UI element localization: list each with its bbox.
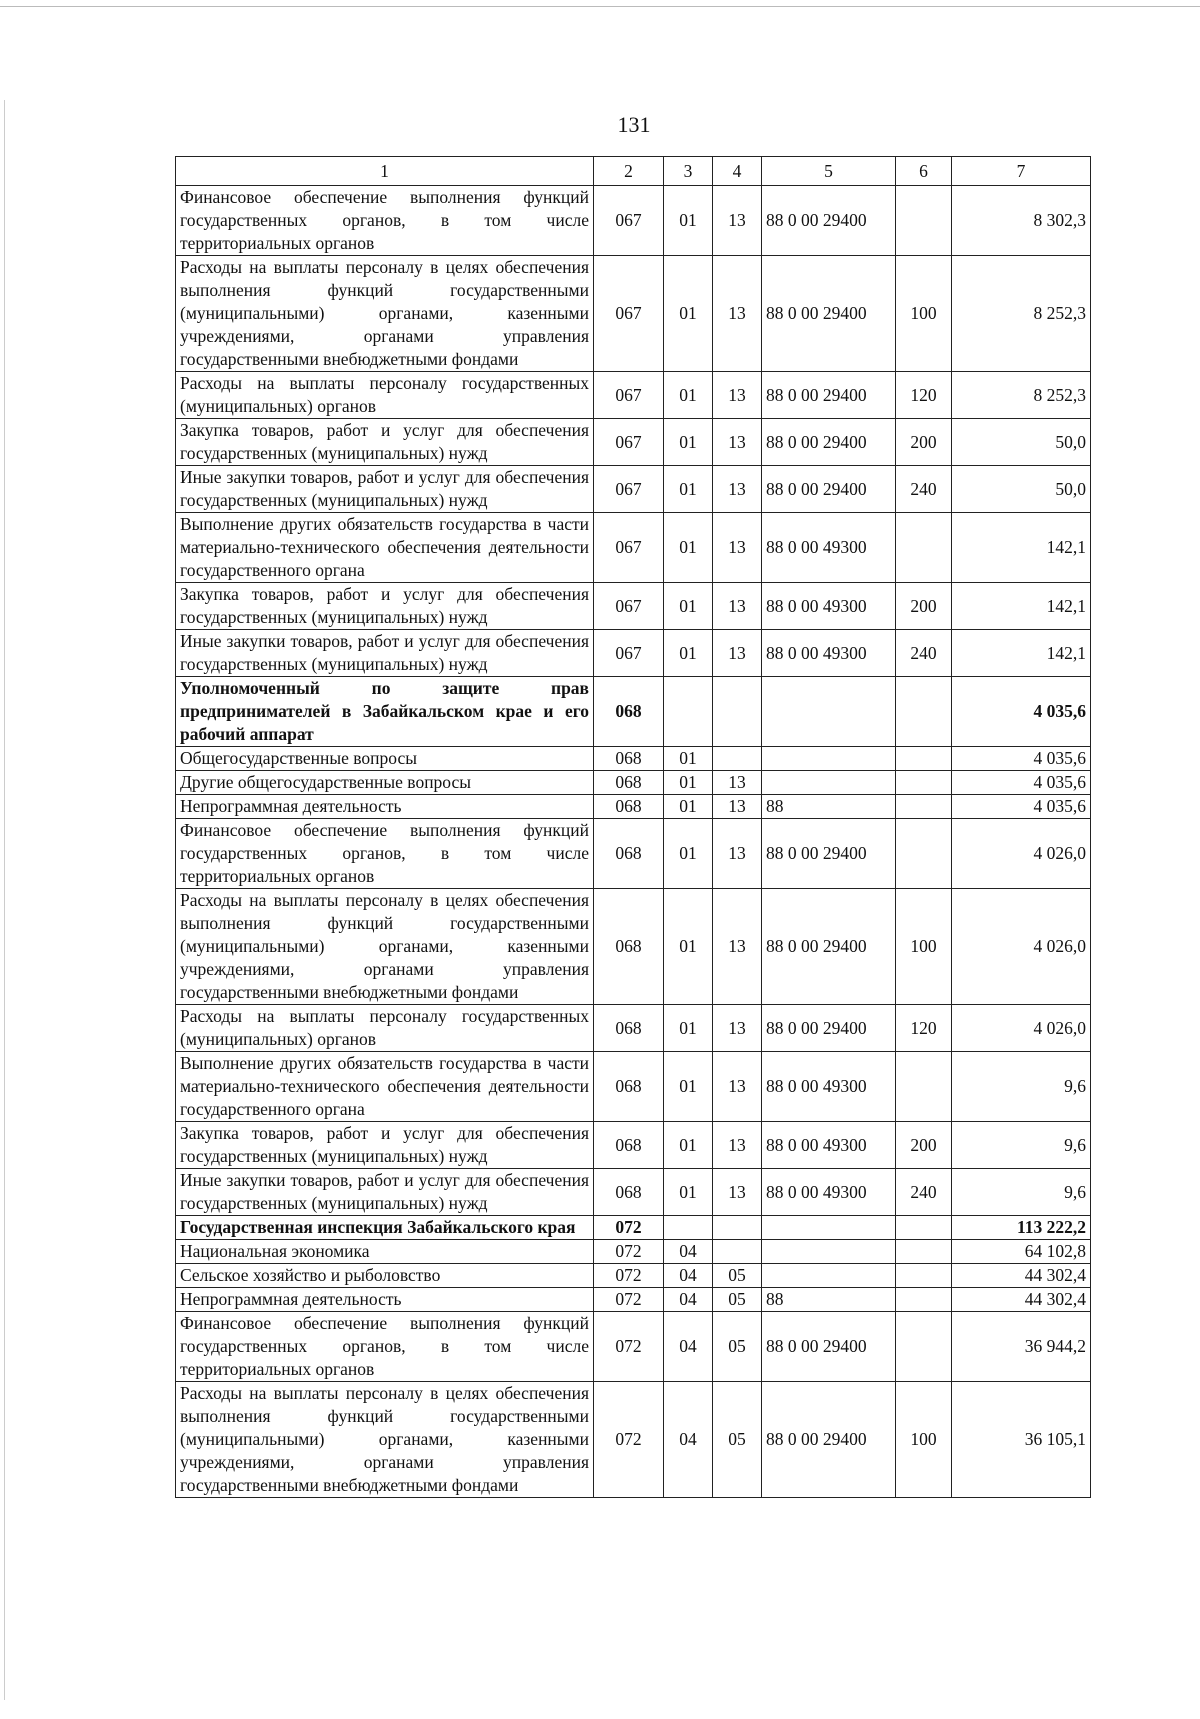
- section-code-cell: 01: [664, 795, 713, 819]
- section-code-cell: 01: [664, 256, 713, 372]
- subsection-code-cell: [713, 747, 762, 771]
- ministry-code-cell: 067: [594, 630, 664, 677]
- header-cell: 4: [713, 157, 762, 186]
- row-name-cell: Другие общегосударственные вопросы: [176, 771, 594, 795]
- target-article-cell: [762, 747, 896, 771]
- target-article-cell: 88 0 00 29400: [762, 466, 896, 513]
- ministry-code-cell: 068: [594, 677, 664, 747]
- amount-cell: 50,0: [952, 466, 1091, 513]
- table-row: [176, 1216, 1091, 1240]
- table-row: [176, 186, 1091, 256]
- amount-cell: 4 035,6: [952, 795, 1091, 819]
- subsection-code-cell: 13: [713, 1169, 762, 1216]
- target-article-cell: 88 0 00 49300: [762, 1052, 896, 1122]
- row-name-cell: Иные закупки товаров, работ и услуг для обеспечения государственных (муниципальных) нужд: [176, 466, 594, 513]
- header-cell: 5: [762, 157, 896, 186]
- section-code-cell: 01: [664, 1005, 713, 1052]
- amount-cell: 64 102,8: [952, 1240, 1091, 1264]
- table-header-row: [176, 157, 1091, 186]
- row-name-cell: Уполномоченный по защите прав предпринимателей в Забайкальском крае и его рабочий аппарат: [176, 677, 594, 747]
- expense-type-cell: [896, 1312, 952, 1382]
- row-name-cell: Закупка товаров, работ и услуг для обеспечения государственных (муниципальных) нужд: [176, 583, 594, 630]
- section-code-cell: 04: [664, 1312, 713, 1382]
- ministry-code-cell: 068: [594, 747, 664, 771]
- ministry-code-cell: 067: [594, 583, 664, 630]
- amount-cell: 8 252,3: [952, 256, 1091, 372]
- amount-cell: 4 035,6: [952, 771, 1091, 795]
- table-row: [176, 583, 1091, 630]
- row-name-cell: Непрограммная деятельность: [176, 795, 594, 819]
- subsection-code-cell: 13: [713, 466, 762, 513]
- section-code-cell: 01: [664, 1052, 713, 1122]
- section-code-cell: 01: [664, 1122, 713, 1169]
- row-name-cell: Выполнение других обязательств государства в части материально-технического обеспечения деятельности государственного органа: [176, 1052, 594, 1122]
- table-row: [176, 1382, 1091, 1498]
- subsection-code-cell: 13: [713, 795, 762, 819]
- amount-cell: 44 302,4: [952, 1264, 1091, 1288]
- amount-cell: 9,6: [952, 1122, 1091, 1169]
- table-row: [176, 819, 1091, 889]
- section-code-cell: [664, 1216, 713, 1240]
- expense-type-cell: 100: [896, 1382, 952, 1498]
- subsection-code-cell: 13: [713, 186, 762, 256]
- ministry-code-cell: 068: [594, 889, 664, 1005]
- row-name-cell: Расходы на выплаты персоналу в целях обеспечения выполнения функций государственными (муниципальными) органами, казенными учреждениями, органами управления государственными внебюджетными фондами: [176, 889, 594, 1005]
- target-article-cell: 88: [762, 795, 896, 819]
- section-code-cell: 01: [664, 747, 713, 771]
- ministry-code-cell: 072: [594, 1288, 664, 1312]
- target-article-cell: [762, 1240, 896, 1264]
- amount-cell: 142,1: [952, 583, 1091, 630]
- subsection-code-cell: 13: [713, 419, 762, 466]
- subsection-code-cell: 13: [713, 1005, 762, 1052]
- header-cell: 6: [896, 157, 952, 186]
- subsection-code-cell: 13: [713, 630, 762, 677]
- section-code-cell: 01: [664, 1169, 713, 1216]
- row-name-cell: Общегосударственные вопросы: [176, 747, 594, 771]
- table-row: [176, 1240, 1091, 1264]
- expense-type-cell: [896, 1216, 952, 1240]
- table-row: [176, 372, 1091, 419]
- expense-type-cell: [896, 795, 952, 819]
- target-article-cell: 88 0 00 29400: [762, 256, 896, 372]
- section-code-cell: 01: [664, 466, 713, 513]
- section-code-cell: 01: [664, 889, 713, 1005]
- expense-type-cell: 120: [896, 372, 952, 419]
- target-article-cell: [762, 677, 896, 747]
- table-row: [176, 513, 1091, 583]
- row-name-cell: Финансовое обеспечение выполнения функций государственных органов, в том числе территориальных органов: [176, 819, 594, 889]
- ministry-code-cell: 067: [594, 513, 664, 583]
- section-code-cell: 01: [664, 771, 713, 795]
- table-row: [176, 1169, 1091, 1216]
- target-article-cell: [762, 771, 896, 795]
- amount-cell: 4 026,0: [952, 889, 1091, 1005]
- row-name-cell: Расходы на выплаты персоналу государственных (муниципальных) органов: [176, 372, 594, 419]
- amount-cell: 50,0: [952, 419, 1091, 466]
- target-article-cell: 88 0 00 49300: [762, 1169, 896, 1216]
- table-row: [176, 677, 1091, 747]
- target-article-cell: 88 0 00 49300: [762, 1122, 896, 1169]
- amount-cell: 142,1: [952, 513, 1091, 583]
- target-article-cell: [762, 1264, 896, 1288]
- expense-type-cell: [896, 1264, 952, 1288]
- subsection-code-cell: [713, 1216, 762, 1240]
- table-row: [176, 419, 1091, 466]
- ministry-code-cell: 068: [594, 1169, 664, 1216]
- table-row: [176, 747, 1091, 771]
- section-code-cell: 01: [664, 630, 713, 677]
- amount-cell: 4 026,0: [952, 819, 1091, 889]
- table-row: [176, 795, 1091, 819]
- section-code-cell: 01: [664, 186, 713, 256]
- row-name-cell: Закупка товаров, работ и услуг для обеспечения государственных (муниципальных) нужд: [176, 1122, 594, 1169]
- subsection-code-cell: 13: [713, 372, 762, 419]
- ministry-code-cell: 072: [594, 1216, 664, 1240]
- ministry-code-cell: 068: [594, 771, 664, 795]
- row-name-cell: Расходы на выплаты персоналу в целях обеспечения выполнения функций государственными (муниципальными) органами, казенными учреждениями, органами управления государственными внебюджетными фондами: [176, 1382, 594, 1498]
- table-body: [176, 157, 1091, 1498]
- ministry-code-cell: 067: [594, 256, 664, 372]
- ministry-code-cell: 068: [594, 819, 664, 889]
- section-code-cell: 01: [664, 513, 713, 583]
- budget-table: [175, 156, 1091, 1498]
- expense-type-cell: 240: [896, 630, 952, 677]
- table-row: [176, 1312, 1091, 1382]
- subsection-code-cell: 13: [713, 771, 762, 795]
- subsection-code-cell: 13: [713, 819, 762, 889]
- expense-type-cell: 240: [896, 1169, 952, 1216]
- amount-cell: 8 302,3: [952, 186, 1091, 256]
- amount-cell: 8 252,3: [952, 372, 1091, 419]
- table-row: [176, 466, 1091, 513]
- amount-cell: 4 035,6: [952, 747, 1091, 771]
- page-number: 131: [617, 112, 651, 137]
- section-code-cell: 01: [664, 419, 713, 466]
- ministry-code-cell: 068: [594, 1122, 664, 1169]
- section-code-cell: 01: [664, 819, 713, 889]
- scan-edge-line: [0, 6, 1200, 7]
- expense-type-cell: 100: [896, 889, 952, 1005]
- subsection-code-cell: 13: [713, 256, 762, 372]
- subsection-code-cell: 13: [713, 513, 762, 583]
- expense-type-cell: [896, 1288, 952, 1312]
- ministry-code-cell: 067: [594, 186, 664, 256]
- expense-type-cell: 240: [896, 466, 952, 513]
- expense-type-cell: [896, 1052, 952, 1122]
- amount-cell: 9,6: [952, 1169, 1091, 1216]
- ministry-code-cell: 072: [594, 1382, 664, 1498]
- target-article-cell: 88 0 00 29400: [762, 1382, 896, 1498]
- row-name-cell: Иные закупки товаров, работ и услуг для обеспечения государственных (муниципальных) нужд: [176, 630, 594, 677]
- row-name-cell: Расходы на выплаты персоналу государственных (муниципальных) органов: [176, 1005, 594, 1052]
- expense-type-cell: 200: [896, 1122, 952, 1169]
- ministry-code-cell: 067: [594, 372, 664, 419]
- scan-edge-line: [4, 100, 5, 1700]
- table-row: [176, 1122, 1091, 1169]
- target-article-cell: 88 0 00 29400: [762, 372, 896, 419]
- table-row: [176, 889, 1091, 1005]
- ministry-code-cell: 068: [594, 795, 664, 819]
- subsection-code-cell: 05: [713, 1312, 762, 1382]
- row-name-cell: Финансовое обеспечение выполнения функций государственных органов, в том числе территориальных органов: [176, 186, 594, 256]
- target-article-cell: 88 0 00 29400: [762, 186, 896, 256]
- ministry-code-cell: 068: [594, 1052, 664, 1122]
- expense-type-cell: 200: [896, 419, 952, 466]
- target-article-cell: 88 0 00 49300: [762, 583, 896, 630]
- section-code-cell: 04: [664, 1240, 713, 1264]
- row-name-cell: Расходы на выплаты персоналу в целях обеспечения выполнения функций государственными (муниципальными) органами, казенными учреждениями, органами управления государственными внебюджетными фондами: [176, 256, 594, 372]
- row-name-cell: Национальная экономика: [176, 1240, 594, 1264]
- table-row: [176, 1052, 1091, 1122]
- row-name-cell: Финансовое обеспечение выполнения функций государственных органов, в том числе территориальных органов: [176, 1312, 594, 1382]
- amount-cell: 4 026,0: [952, 1005, 1091, 1052]
- subsection-code-cell: [713, 1240, 762, 1264]
- amount-cell: 4 035,6: [952, 677, 1091, 747]
- table-row: [176, 1288, 1091, 1312]
- row-name-cell: Закупка товаров, работ и услуг для обеспечения государственных (муниципальных) нужд: [176, 419, 594, 466]
- ministry-code-cell: 072: [594, 1312, 664, 1382]
- row-name-cell: Иные закупки товаров, работ и услуг для обеспечения государственных (муниципальных) нужд: [176, 1169, 594, 1216]
- ministry-code-cell: 068: [594, 1005, 664, 1052]
- table-row: [176, 256, 1091, 372]
- ministry-code-cell: 067: [594, 466, 664, 513]
- expense-type-cell: 100: [896, 256, 952, 372]
- subsection-code-cell: 05: [713, 1264, 762, 1288]
- expense-type-cell: 120: [896, 1005, 952, 1052]
- subsection-code-cell: [713, 677, 762, 747]
- target-article-cell: [762, 1216, 896, 1240]
- target-article-cell: 88 0 00 49300: [762, 630, 896, 677]
- subsection-code-cell: 05: [713, 1382, 762, 1498]
- target-article-cell: 88 0 00 29400: [762, 1312, 896, 1382]
- amount-cell: 9,6: [952, 1052, 1091, 1122]
- row-name-cell: Сельское хозяйство и рыболовство: [176, 1264, 594, 1288]
- expense-type-cell: [896, 186, 952, 256]
- amount-cell: 113 222,2: [952, 1216, 1091, 1240]
- row-name-cell: Непрограммная деятельность: [176, 1288, 594, 1312]
- target-article-cell: 88 0 00 29400: [762, 1005, 896, 1052]
- section-code-cell: 04: [664, 1264, 713, 1288]
- target-article-cell: 88 0 00 29400: [762, 419, 896, 466]
- header-cell: 2: [594, 157, 664, 186]
- section-code-cell: 01: [664, 583, 713, 630]
- ministry-code-cell: 072: [594, 1264, 664, 1288]
- ministry-code-cell: 072: [594, 1240, 664, 1264]
- subsection-code-cell: 13: [713, 1122, 762, 1169]
- amount-cell: 36 105,1: [952, 1382, 1091, 1498]
- section-code-cell: [664, 677, 713, 747]
- table-row: [176, 630, 1091, 677]
- expense-type-cell: [896, 771, 952, 795]
- row-name-cell: Выполнение других обязательств государства в части материально-технического обеспечения деятельности государственного органа: [176, 513, 594, 583]
- expense-type-cell: [896, 513, 952, 583]
- target-article-cell: 88 0 00 29400: [762, 889, 896, 1005]
- section-code-cell: 04: [664, 1288, 713, 1312]
- amount-cell: 142,1: [952, 630, 1091, 677]
- section-code-cell: 04: [664, 1382, 713, 1498]
- header-cell: 3: [664, 157, 713, 186]
- subsection-code-cell: 13: [713, 889, 762, 1005]
- expense-type-cell: [896, 677, 952, 747]
- header-cell: 7: [952, 157, 1091, 186]
- expense-type-cell: [896, 1240, 952, 1264]
- target-article-cell: 88 0 00 29400: [762, 819, 896, 889]
- target-article-cell: 88 0 00 49300: [762, 513, 896, 583]
- expense-type-cell: 200: [896, 583, 952, 630]
- amount-cell: 44 302,4: [952, 1288, 1091, 1312]
- subsection-code-cell: 05: [713, 1288, 762, 1312]
- header-cell: 1: [176, 157, 594, 186]
- expense-type-cell: [896, 747, 952, 771]
- subsection-code-cell: 13: [713, 1052, 762, 1122]
- subsection-code-cell: 13: [713, 583, 762, 630]
- expense-type-cell: [896, 819, 952, 889]
- section-code-cell: 01: [664, 372, 713, 419]
- table-row: [176, 1005, 1091, 1052]
- table-row: [176, 1264, 1091, 1288]
- row-name-cell: Государственная инспекция Забайкальского края: [176, 1216, 594, 1240]
- amount-cell: 36 944,2: [952, 1312, 1091, 1382]
- ministry-code-cell: 067: [594, 419, 664, 466]
- table-row: [176, 771, 1091, 795]
- target-article-cell: 88: [762, 1288, 896, 1312]
